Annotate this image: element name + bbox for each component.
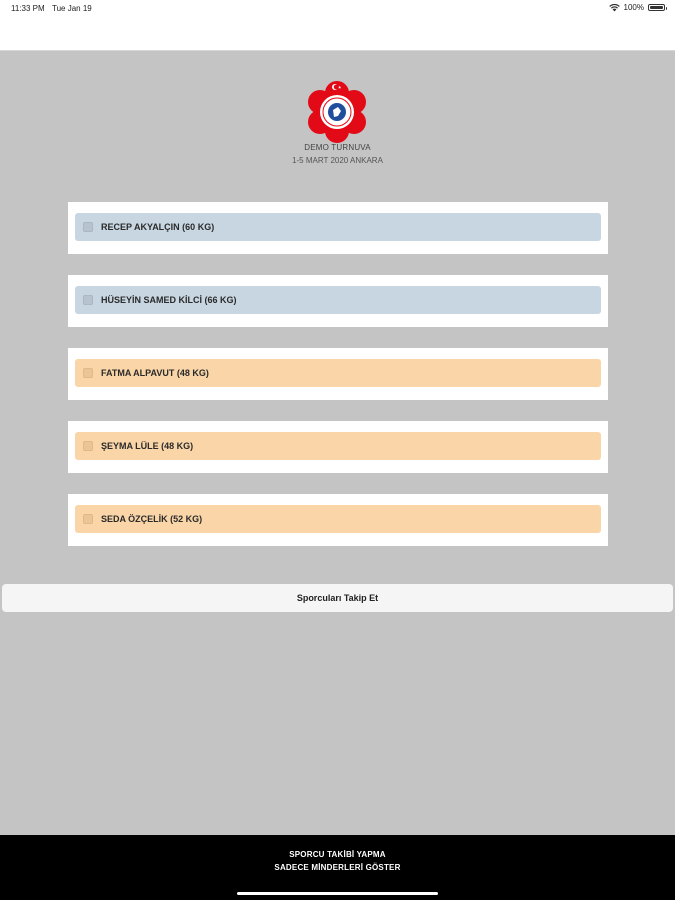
athlete-row[interactable] — [75, 359, 601, 387]
tournament-name: DEMO TURNUVA — [304, 143, 371, 152]
skip-tracking-label: SPORCU TAKİBİ YAPMA — [289, 850, 386, 859]
home-indicator[interactable] — [237, 892, 438, 895]
athlete-row[interactable] — [75, 432, 601, 460]
status-bar — [0, 0, 675, 51]
athlete-row[interactable] — [75, 286, 601, 314]
athlete-checkbox[interactable] — [83, 222, 93, 232]
athlete-card — [68, 202, 608, 254]
athlete-list — [68, 202, 608, 567]
wifi-icon — [609, 4, 620, 12]
athlete-label: SEDA ÖZÇELİK (52 KG) — [101, 514, 203, 524]
athlete-label: HÜSEYİN SAMED KİLCİ (66 KG) — [101, 295, 237, 305]
athlete-card — [68, 348, 608, 400]
battery-percentage: 100% — [623, 3, 644, 12]
status-date: Tue Jan 19 — [52, 4, 92, 13]
battery-icon — [648, 4, 665, 11]
athlete-card — [68, 494, 608, 546]
athlete-row[interactable] — [75, 505, 601, 533]
athlete-checkbox[interactable] — [83, 514, 93, 524]
status-time: 11:33 PM — [11, 4, 45, 13]
athlete-checkbox[interactable] — [83, 368, 93, 378]
athlete-label: FATMA ALPAVUT (48 KG) — [101, 368, 209, 378]
show-mats-only-label: SADECE MİNDERLERİ GÖSTER — [274, 863, 401, 872]
athlete-label: RECEP AKYALÇIN (60 KG) — [101, 222, 215, 232]
athlete-row[interactable] — [75, 213, 601, 241]
tournament-date: 1-5 MART 2020 ANKARA — [292, 156, 383, 165]
follow-athletes-button[interactable]: Sporcuları Takip Et — [2, 584, 673, 612]
federation-logo-icon — [305, 80, 369, 144]
status-indicators — [609, 3, 665, 12]
athlete-checkbox[interactable] — [83, 441, 93, 451]
athlete-label: ŞEYMA LÜLE (48 KG) — [101, 441, 194, 451]
athlete-card — [68, 275, 608, 327]
skip-tracking-button[interactable] — [0, 835, 675, 900]
athlete-card — [68, 421, 608, 473]
athlete-checkbox[interactable] — [83, 295, 93, 305]
